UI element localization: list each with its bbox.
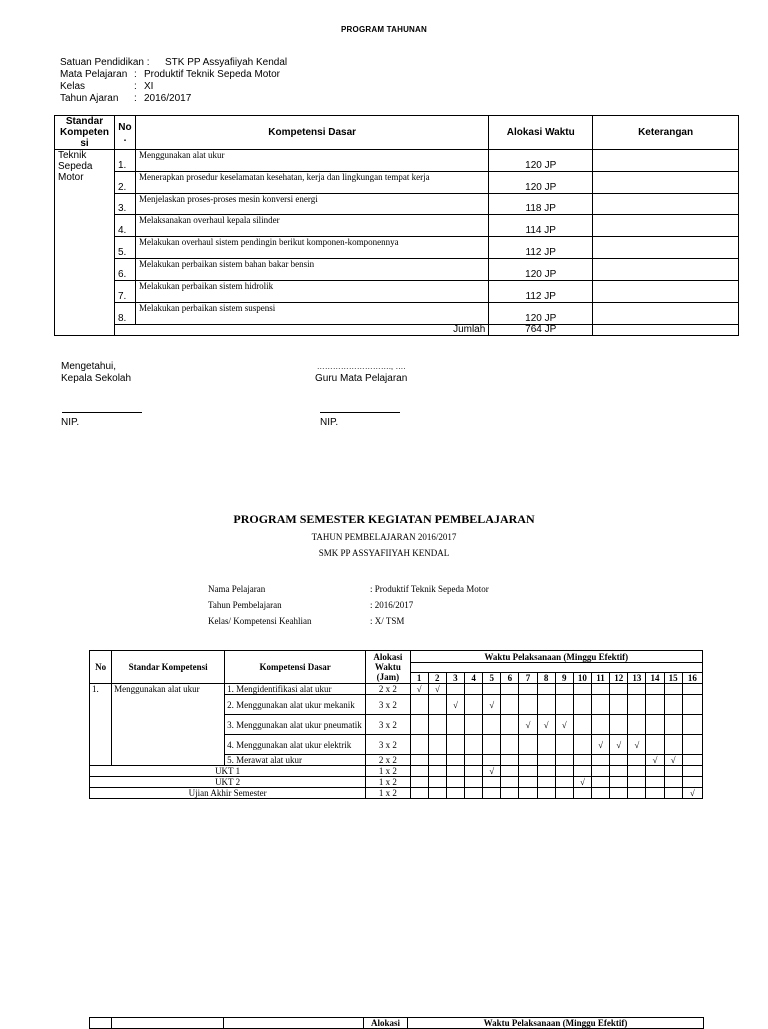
annual-info [60, 57, 460, 105]
info-colon: : [134, 93, 137, 104]
row-kd: Melakukan perbaikan sistem bahan bakar bensin [135, 259, 488, 281]
week-cell-9 [555, 735, 573, 755]
row-kd: Menerapkan prosedur keselamatan kesehatan, kerja dan lingkungan tempat kerja [135, 172, 488, 194]
week-cell-8 [537, 766, 555, 777]
week-cell-6 [501, 766, 519, 777]
week-cell-6 [501, 715, 519, 735]
jam-cell: 3 x 2 [366, 735, 410, 755]
week-cell-14 [646, 766, 664, 777]
row-jp: 120 JP [489, 172, 593, 194]
sem-header-spacer [410, 663, 702, 673]
row-keterangan [593, 215, 739, 237]
total-value: 764 JP [489, 325, 593, 336]
week-cell-5: √ [483, 766, 501, 777]
week-cell-2 [428, 788, 446, 799]
sig-right-line1: ………………………., …. [316, 362, 406, 371]
row-no: 6. [114, 259, 135, 281]
row-kd: Melakukan overhaul sistem pendingin berikut komponen-komponennya [135, 237, 488, 259]
row-no: 3. [114, 194, 135, 215]
header-alokasi: Alokasi Waktu [489, 116, 593, 150]
week-cell-1 [410, 777, 428, 788]
sem-header-sk: Standar Kompetensi [112, 651, 225, 684]
row-kd: Menggunakan alat ukur [135, 150, 488, 172]
week-cell-8 [537, 755, 555, 766]
row-jp: 120 JP [489, 259, 593, 281]
week-cell-13 [628, 788, 646, 799]
signature-line-right [320, 412, 400, 413]
info-label: Mata Pelajaran [60, 69, 128, 80]
week-cell-4 [465, 777, 483, 788]
week-cell-5: √ [483, 695, 501, 715]
week-cell-10: √ [573, 777, 591, 788]
partial-waktu: Waktu Pelaksanaan (Minggu Efektif) [408, 1018, 704, 1029]
week-cell-15 [664, 715, 682, 735]
info-row-satuan [60, 57, 460, 69]
jam-cell: 2 x 2 [366, 755, 410, 766]
row-no: 1. [114, 150, 135, 172]
week-cell-1 [410, 715, 428, 735]
jam-cell: 3 x 2 [366, 715, 410, 735]
week-cell-11 [591, 684, 609, 695]
week-cell-2 [428, 735, 446, 755]
sig-left-line2: Kepala Sekolah [61, 373, 132, 384]
week-cell-2: √ [428, 684, 446, 695]
info-value: XI [144, 81, 154, 92]
info-value: Produktif Teknik Sepeda Motor [144, 69, 281, 80]
table-row [55, 237, 739, 259]
header-keterangan: Keterangan [593, 116, 739, 150]
row-jp: 120 JP [489, 150, 593, 172]
week-cell-4 [465, 715, 483, 735]
week-cell-2 [428, 695, 446, 715]
semester-subtitle-school: SMK PP ASSYAFIIYAH KENDAL [318, 548, 450, 558]
week-cell-13 [628, 684, 646, 695]
week-cell-2 [428, 755, 446, 766]
week-cell-12 [610, 755, 628, 766]
sem-info-row [208, 616, 528, 632]
week-header-9: 9 [555, 673, 573, 684]
week-header-1: 1 [410, 673, 428, 684]
row-no: 7. [114, 281, 135, 303]
week-cell-2 [428, 777, 446, 788]
semester-title: PROGRAM SEMESTER KEGIATAN PEMBELAJARAN [233, 512, 535, 526]
next-semester-table-partial [89, 1017, 704, 1029]
nip-right: NIP. [320, 417, 339, 428]
total-row [55, 325, 739, 336]
week-cell-3 [446, 715, 464, 735]
week-cell-4 [465, 684, 483, 695]
week-cell-12 [610, 715, 628, 735]
week-cell-9: √ [555, 715, 573, 735]
exam-row [90, 777, 703, 788]
week-cell-14: √ [646, 755, 664, 766]
sem-header-kd: Kompetensi Dasar [225, 651, 366, 684]
row-kd: Melakukan perbaikan sistem hidrolik [135, 281, 488, 303]
week-cell-5 [483, 684, 501, 695]
week-header-15: 15 [664, 673, 682, 684]
week-cell-4 [465, 755, 483, 766]
week-cell-11 [591, 695, 609, 715]
sig-right-line2: Guru Mata Pelajaran [315, 373, 408, 384]
sem-header-alokasi: Alokasi Waktu (Jam) [366, 651, 410, 684]
signature-line-left [62, 412, 142, 413]
sem-info-value: : 2016/2017 [370, 600, 414, 610]
week-cell-13 [628, 755, 646, 766]
sem-info-value: : Produktif Teknik Sepeda Motor [370, 584, 489, 594]
week-cell-7 [519, 735, 537, 755]
sig-left-line1: Mengetahui, [61, 361, 117, 372]
semester-info [208, 584, 528, 632]
week-cell-10 [573, 766, 591, 777]
week-header-6: 6 [501, 673, 519, 684]
table-row [55, 303, 739, 325]
week-cell-1: √ [410, 684, 428, 695]
total-label: Jumlah [114, 325, 488, 336]
sem-info-value: : X/ TSM [370, 616, 405, 626]
row-jp: 114 JP [489, 215, 593, 237]
week-cell-11 [591, 715, 609, 735]
week-header-7: 7 [519, 673, 537, 684]
week-cell-16 [682, 684, 702, 695]
week-cell-14 [646, 715, 664, 735]
table-row [55, 259, 739, 281]
signature-right [315, 361, 407, 385]
week-cell-16 [682, 755, 702, 766]
header-kompetensi-dasar: Kompetensi Dasar [135, 116, 488, 150]
week-cell-15: √ [664, 755, 682, 766]
sk-no: 1. [90, 684, 112, 766]
week-cell-2 [428, 766, 446, 777]
info-label: Kelas [60, 81, 86, 92]
row-kd: Menjelaskan proses-proses mesin konversi energi [135, 194, 488, 215]
week-cell-8 [537, 684, 555, 695]
week-cell-8 [537, 735, 555, 755]
partial-header-row [90, 1018, 704, 1029]
sem-header-row-1 [90, 651, 703, 663]
week-cell-5 [483, 735, 501, 755]
week-cell-12: √ [610, 735, 628, 755]
kd-cell: 1. Mengidentifikasi alat ukur [225, 684, 366, 695]
week-cell-11 [591, 788, 609, 799]
exam-label: UKT 2 [90, 777, 366, 788]
week-cell-7 [519, 684, 537, 695]
exam-label: UKT 1 [90, 766, 366, 777]
sem-info-label: Nama Pelajaran [208, 584, 266, 594]
week-cell-15 [664, 735, 682, 755]
week-header-11: 11 [591, 673, 609, 684]
week-cell-8: √ [537, 715, 555, 735]
week-cell-16 [682, 766, 702, 777]
exam-jam: 1 x 2 [366, 788, 410, 799]
week-cell-10 [573, 788, 591, 799]
table-row [55, 150, 739, 172]
table-header-row [55, 116, 739, 150]
partial-cell [224, 1018, 364, 1029]
total-keterangan [593, 325, 739, 336]
week-cell-3 [446, 735, 464, 755]
week-cell-8 [537, 777, 555, 788]
week-cell-10 [573, 695, 591, 715]
week-cell-6 [501, 695, 519, 715]
table-row [90, 684, 703, 695]
row-no: 8. [114, 303, 135, 325]
row-jp: 120 JP [489, 303, 593, 325]
week-cell-15 [664, 684, 682, 695]
week-header-5: 5 [483, 673, 501, 684]
week-cell-12 [610, 695, 628, 715]
sem-info-label: Tahun Pembelajaran [208, 600, 282, 610]
week-cell-6 [501, 788, 519, 799]
week-cell-9 [555, 695, 573, 715]
jam-cell: 2 x 2 [366, 684, 410, 695]
table-row [55, 281, 739, 303]
semester-program-table [89, 650, 703, 799]
week-cell-1 [410, 788, 428, 799]
week-cell-16: √ [682, 788, 702, 799]
week-header-13: 13 [628, 673, 646, 684]
exam-row [90, 766, 703, 777]
week-cell-3 [446, 755, 464, 766]
header-standar: Standar Kompeten si [55, 116, 115, 150]
table-row [55, 172, 739, 194]
row-keterangan [593, 303, 739, 325]
row-jp: 118 JP [489, 194, 593, 215]
week-cell-11 [591, 755, 609, 766]
week-cell-11 [591, 766, 609, 777]
sem-info-row [208, 584, 528, 600]
exam-jam: 1 x 2 [366, 777, 410, 788]
info-row-mapel [60, 69, 460, 81]
info-value: 2016/2017 [144, 93, 192, 104]
week-cell-16 [682, 695, 702, 715]
week-cell-14 [646, 777, 664, 788]
week-cell-9 [555, 788, 573, 799]
sk-name: Menggunakan alat ukur [112, 684, 225, 766]
week-cell-15 [664, 766, 682, 777]
week-cell-1 [410, 755, 428, 766]
jam-cell: 3 x 2 [366, 695, 410, 715]
week-cell-3 [446, 788, 464, 799]
kd-cell: 2. Menggunakan alat ukur mekanik [225, 695, 366, 715]
info-row-kelas [60, 81, 460, 93]
week-header-4: 4 [465, 673, 483, 684]
week-cell-11 [591, 777, 609, 788]
week-cell-13 [628, 695, 646, 715]
annual-program-table [54, 115, 739, 336]
week-cell-15 [664, 788, 682, 799]
week-cell-16 [682, 735, 702, 755]
week-cell-10 [573, 684, 591, 695]
week-cell-14 [646, 735, 664, 755]
info-colon: : [134, 69, 137, 80]
week-cell-5 [483, 715, 501, 735]
exam-label: Ujian Akhir Semester [90, 788, 366, 799]
standar-value: Teknik Sepeda Motor [55, 150, 115, 336]
week-header-14: 14 [646, 673, 664, 684]
row-no: 4. [114, 215, 135, 237]
week-cell-10 [573, 755, 591, 766]
row-jp: 112 JP [489, 237, 593, 259]
week-cell-11: √ [591, 735, 609, 755]
week-cell-7 [519, 788, 537, 799]
kd-cell: 3. Menggunakan alat ukur pneumatik [225, 715, 366, 735]
kd-cell: 4. Menggunakan alat ukur elektrik [225, 735, 366, 755]
week-cell-9 [555, 766, 573, 777]
week-cell-14 [646, 695, 664, 715]
nip-left: NIP. [61, 417, 80, 428]
row-kd: Melakukan perbaikan sistem suspensi [135, 303, 488, 325]
week-cell-7 [519, 695, 537, 715]
week-cell-4 [465, 788, 483, 799]
week-header-8: 8 [537, 673, 555, 684]
week-cell-16 [682, 715, 702, 735]
sem-header-no: No [90, 651, 112, 684]
week-cell-3 [446, 777, 464, 788]
week-cell-5 [483, 755, 501, 766]
week-cell-8 [537, 695, 555, 715]
week-cell-14 [646, 684, 664, 695]
info-row-tahun [60, 93, 460, 105]
sem-info-label: Kelas/ Kompetensi Keahlian [208, 616, 312, 626]
partial-alokasi: Alokasi [364, 1018, 408, 1029]
week-cell-6 [501, 684, 519, 695]
week-cell-1 [410, 735, 428, 755]
week-header-3: 3 [446, 673, 464, 684]
info-colon: : [134, 81, 137, 92]
table-row [55, 194, 739, 215]
week-cell-5 [483, 777, 501, 788]
info-label: Satuan Pendidikan : [60, 57, 150, 68]
week-cell-12 [610, 777, 628, 788]
table-row [55, 215, 739, 237]
week-cell-12 [610, 766, 628, 777]
document-title: PROGRAM TAHUNAN [341, 25, 427, 34]
signature-left [61, 361, 131, 385]
week-cell-9 [555, 777, 573, 788]
row-keterangan [593, 237, 739, 259]
partial-cell [90, 1018, 112, 1029]
week-cell-6 [501, 735, 519, 755]
week-header-2: 2 [428, 673, 446, 684]
week-cell-3: √ [446, 695, 464, 715]
week-cell-6 [501, 755, 519, 766]
info-label: Tahun Ajaran [60, 93, 119, 104]
week-cell-4 [465, 766, 483, 777]
week-header-12: 12 [610, 673, 628, 684]
week-cell-7 [519, 755, 537, 766]
week-cell-9 [555, 684, 573, 695]
week-cell-13: √ [628, 735, 646, 755]
week-cell-10 [573, 735, 591, 755]
week-cell-5 [483, 788, 501, 799]
week-cell-10 [573, 715, 591, 735]
week-cell-7 [519, 766, 537, 777]
week-cell-16 [682, 777, 702, 788]
week-cell-9 [555, 755, 573, 766]
row-keterangan [593, 194, 739, 215]
week-cell-13 [628, 777, 646, 788]
sem-header-waktu: Waktu Pelaksanaan (Minggu Efektif) [410, 651, 702, 663]
row-keterangan [593, 150, 739, 172]
info-value: STK PP Assyafiiyah Kendal [165, 57, 288, 68]
week-cell-13 [628, 715, 646, 735]
week-cell-4 [465, 695, 483, 715]
partial-cell [112, 1018, 224, 1029]
week-cell-15 [664, 777, 682, 788]
header-no: No . [114, 116, 135, 150]
week-cell-15 [664, 695, 682, 715]
week-cell-3 [446, 684, 464, 695]
week-cell-6 [501, 777, 519, 788]
exam-row [90, 788, 703, 799]
week-cell-7: √ [519, 715, 537, 735]
kd-cell: 5. Merawat alat ukur [225, 755, 366, 766]
week-cell-13 [628, 766, 646, 777]
week-cell-3 [446, 766, 464, 777]
week-cell-8 [537, 788, 555, 799]
week-header-10: 10 [573, 673, 591, 684]
exam-jam: 1 x 2 [366, 766, 410, 777]
week-cell-1 [410, 766, 428, 777]
week-cell-7 [519, 777, 537, 788]
row-keterangan [593, 172, 739, 194]
week-header-16: 16 [682, 673, 702, 684]
week-cell-12 [610, 788, 628, 799]
week-cell-1 [410, 695, 428, 715]
row-no: 2. [114, 172, 135, 194]
week-cell-4 [465, 735, 483, 755]
week-cell-2 [428, 715, 446, 735]
row-no: 5. [114, 237, 135, 259]
sem-info-row [208, 600, 528, 616]
week-cell-14 [646, 788, 664, 799]
week-cell-12 [610, 684, 628, 695]
row-keterangan [593, 259, 739, 281]
row-jp: 112 JP [489, 281, 593, 303]
row-kd: Melaksanakan overhaul kepala silinder [135, 215, 488, 237]
semester-subtitle-year: TAHUN PEMBELAJARAN 2016/2017 [311, 532, 457, 542]
row-keterangan [593, 281, 739, 303]
